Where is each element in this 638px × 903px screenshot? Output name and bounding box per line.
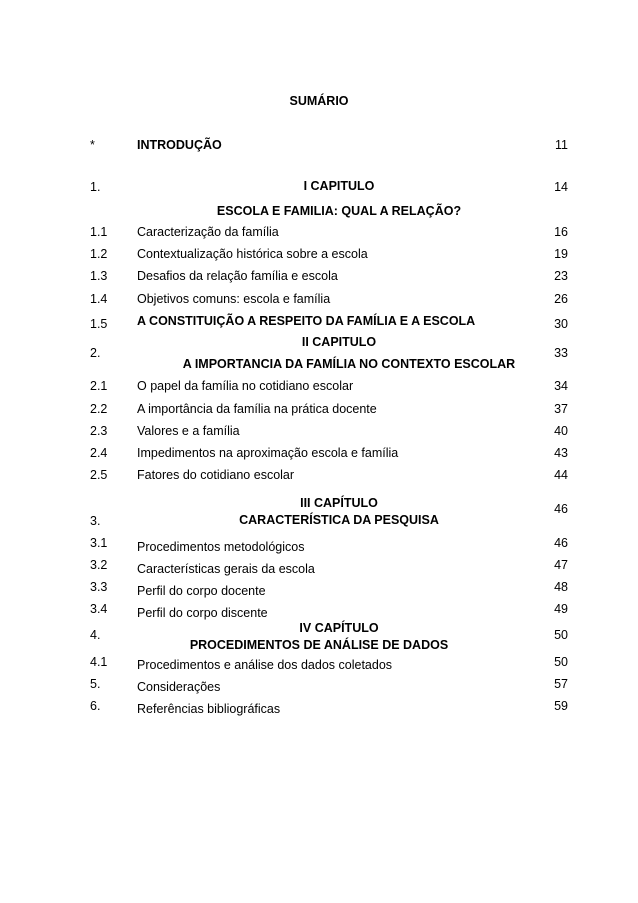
toc-item-number: 3.2 [90,558,108,572]
toc-item-number: 2.5 [90,468,108,482]
toc-item-label: Impedimentos na aproximação escola e família [137,446,399,460]
toc-item-page: 16 [554,225,568,239]
toc-chapter-subtitle: A IMPORTANCIA DA FAMÍLIA NO CONTEXTO ESCOLAR [182,357,516,371]
toc-chapter-heading: I CAPITULO [303,179,375,193]
toc-item-number: 5. [90,677,101,691]
toc-item-page: 30 [554,317,568,331]
toc-item-number: 1.5 [90,317,108,331]
toc-item-label: Perfil do corpo docente [137,584,266,598]
toc-item-label: A importância da família na prática docente [137,402,377,416]
toc-item-page: 26 [554,292,568,306]
toc-item-label: O papel da família no cotidiano escolar [137,379,354,393]
toc-item-label: Caracterização da família [137,225,279,239]
toc-chapter-heading: III CAPÍTULO [300,496,378,510]
toc-item-label: Características gerais da escola [137,562,315,576]
toc-chapter-page: 46 [554,502,568,516]
toc-item-page: 40 [554,424,568,438]
toc-item-number: 3.1 [90,536,108,550]
toc-item-page: 48 [554,580,568,594]
toc-item-label: Valores e a família [137,424,240,438]
toc-item-page: 59 [554,699,568,713]
toc-chapter-page: 50 [554,628,568,642]
toc-item-label: Procedimentos metodológicos [137,540,305,554]
toc-item-number: 1.1 [90,225,108,239]
toc-item-label: Contextualização histórica sobre a escola [137,247,368,261]
toc-item-page: 50 [554,655,568,669]
toc-item-label: Considerações [137,680,221,694]
toc-item-page: 23 [554,269,568,283]
toc-item-label: Objetivos comuns: escola e família [137,292,331,306]
toc-chapter-number: 2. [90,346,101,360]
toc-chapter-subtitle: CARACTERÍSTICA DA PESQUISA [239,513,439,527]
toc-chapter-subtitle: ESCOLA E FAMILIA: QUAL A RELAÇÃO? [216,204,462,218]
toc-marker: * [90,138,95,152]
toc-chapter-heading: II CAPITULO [301,335,377,349]
toc-item-page: 34 [554,379,568,393]
toc-chapter-subtitle: PROCEDIMENTOS DE ANÁLISE DE DADOS [189,638,449,652]
toc-item-page: 47 [554,558,568,572]
toc-item-number: 2.4 [90,446,108,460]
toc-item-label: Procedimentos e análise dos dados coletados [137,658,393,672]
page-title: SUMÁRIO [289,94,349,108]
toc-chapter-page: 33 [554,346,568,360]
toc-intro-page: 11 [555,138,568,152]
toc-item-label: Referências bibliográficas [137,702,281,716]
toc-item-page: 19 [554,247,568,261]
toc-item-number: 6. [90,699,101,713]
toc-chapter-page: 14 [554,180,568,194]
toc-item-number: 2.3 [90,424,108,438]
toc-item-page: 46 [554,536,568,550]
toc-chapter-number: 3. [90,514,101,528]
toc-item-page: 37 [554,402,568,416]
toc-item-number: 1.4 [90,292,108,306]
toc-item-label: A CONSTITUIÇÃO A RESPEITO DA FAMÍLIA E A ESCOLA [137,314,476,328]
toc-item-number: 3.4 [90,602,108,616]
toc-item-page: 57 [554,677,568,691]
toc-chapter-number: 1. [90,180,101,194]
toc-item-number: 3.3 [90,580,108,594]
toc-item-label: Perfil do corpo discente [137,606,268,620]
toc-item-label: Fatores do cotidiano escolar [137,468,295,482]
toc-item-page: 49 [554,602,568,616]
toc-chapter-number: 4. [90,628,101,642]
toc-chapter-heading: IV CAPÍTULO [299,621,379,635]
toc-item-label: Desafios da relação família e escola [137,269,338,283]
toc-intro-label: INTRODUÇÃO [137,138,222,152]
toc-item-number: 4.1 [90,655,108,669]
toc-item-number: 2.1 [90,379,108,393]
toc-item-number: 2.2 [90,402,108,416]
toc-item-number: 1.2 [90,247,108,261]
toc-item-page: 43 [554,446,568,460]
toc-item-number: 1.3 [90,269,108,283]
toc-item-page: 44 [554,468,568,482]
